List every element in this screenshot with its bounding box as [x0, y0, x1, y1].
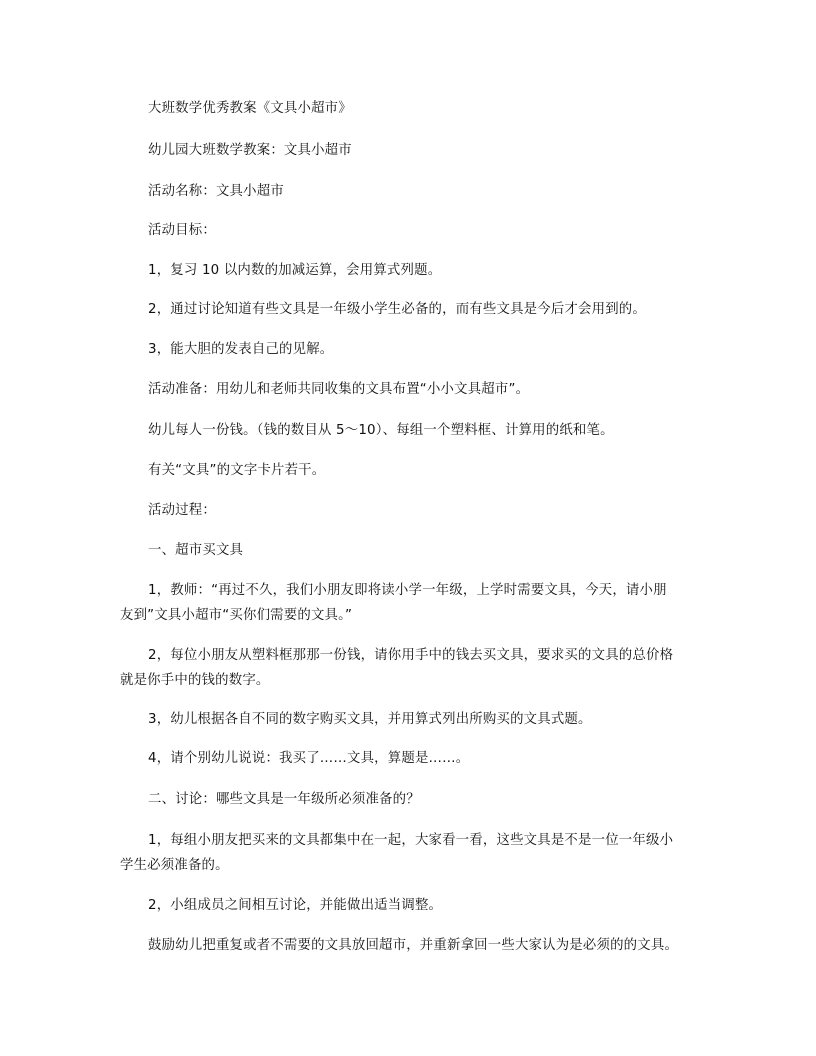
preparation-line-3 [120, 458, 696, 483]
document-subtitle-text: 幼儿园大班数学教案：文具小超市 [148, 143, 352, 158]
goal-item-3 [120, 337, 696, 362]
discussion-2-paragraph [120, 893, 696, 918]
step-2-paragraph-continued [120, 668, 696, 693]
section-2-heading [120, 787, 696, 812]
discussion-1-line-2: 学生必须准备的。 [120, 858, 229, 873]
step-3-paragraph [120, 707, 696, 732]
goals-heading [120, 218, 696, 243]
goal-item-1-text: 1，复习 10 以内数的加减运算，会用算式列题。 [148, 263, 442, 278]
section-2-heading-text: 二、讨论：哪些文具是一年级所必须准备的？ [148, 792, 420, 807]
goals-heading-text: 活动目标： [148, 223, 216, 238]
preparation-line-3-text: 有关“文具”的文字卡片若干。 [148, 463, 326, 478]
activity-name-text: 活动名称：文具小超市 [148, 184, 284, 199]
step-2-paragraph [120, 643, 696, 668]
discussion-1-paragraph [120, 828, 696, 853]
step-1-line-2: 友到”文具小超市“买你们需要的文具。” [120, 608, 353, 623]
process-heading [120, 498, 696, 523]
preparation-line-1-text: 活动准备：用幼儿和老师共同收集的文具布置“小小文具超市”。 [148, 382, 530, 397]
step-3-text: 3，幼儿根据各自不同的数字购买文具，并用算式列出所购买的文具式题。 [148, 712, 592, 727]
goal-item-2-text: 2，通过讨论知道有些文具是一年级小学生必备的，而有些文具是今后才会用到的。 [148, 302, 646, 317]
step-1-paragraph-continued [120, 603, 696, 628]
discussion-1-paragraph-continued [120, 853, 696, 878]
step-4-text: 4，请个别幼儿说说：我买了……文具，算题是……。 [148, 751, 470, 766]
document-title [120, 96, 696, 121]
step-2-line-1: 2，每位小朋友从塑料框那那一份钱，请你用手中的钱去买文具，要求买的文具的总价格 [148, 648, 674, 663]
preparation-line-1 [120, 377, 696, 402]
discussion-2-text: 2，小组成员之间相互讨论，并能做出适当调整。 [148, 898, 443, 913]
process-heading-text: 活动过程： [148, 503, 216, 518]
goal-item-2 [120, 297, 696, 322]
preparation-line-2 [120, 418, 696, 443]
goal-item-3-text: 3，能大胆的发表自己的见解。 [148, 342, 334, 357]
step-1-line-1: 1，教师：“再过不久，我们小朋友即将读小学一年级，上学时需要文具，今天，请小朋 [148, 583, 667, 598]
document-title-text: 大班数学优秀教案《文具小超市》 [148, 101, 352, 116]
preparation-line-2-text: 幼儿每人一份钱。（钱的数目从 5～10）、每组一个塑料框、计算用的纸和笔。 [148, 423, 614, 438]
step-1-paragraph [120, 578, 696, 603]
encouragement-paragraph [120, 933, 696, 958]
document-subtitle [120, 138, 696, 163]
activity-name [120, 179, 696, 204]
section-1-heading-text: 一、超市买文具 [148, 543, 244, 558]
goal-item-1 [120, 258, 696, 283]
discussion-1-line-1: 1，每组小朋友把买来的文具都集中在一起，大家看一看，这些文具是不是一位一年级小 [148, 833, 674, 848]
encouragement-text: 鼓励幼儿把重复或者不需要的文具放回超市，并重新拿回一些大家认为是必须的的文具。 [148, 938, 679, 953]
step-4-paragraph [120, 746, 696, 771]
step-2-line-2: 就是你手中的钱的数字。 [120, 673, 270, 688]
section-1-heading [120, 538, 696, 563]
